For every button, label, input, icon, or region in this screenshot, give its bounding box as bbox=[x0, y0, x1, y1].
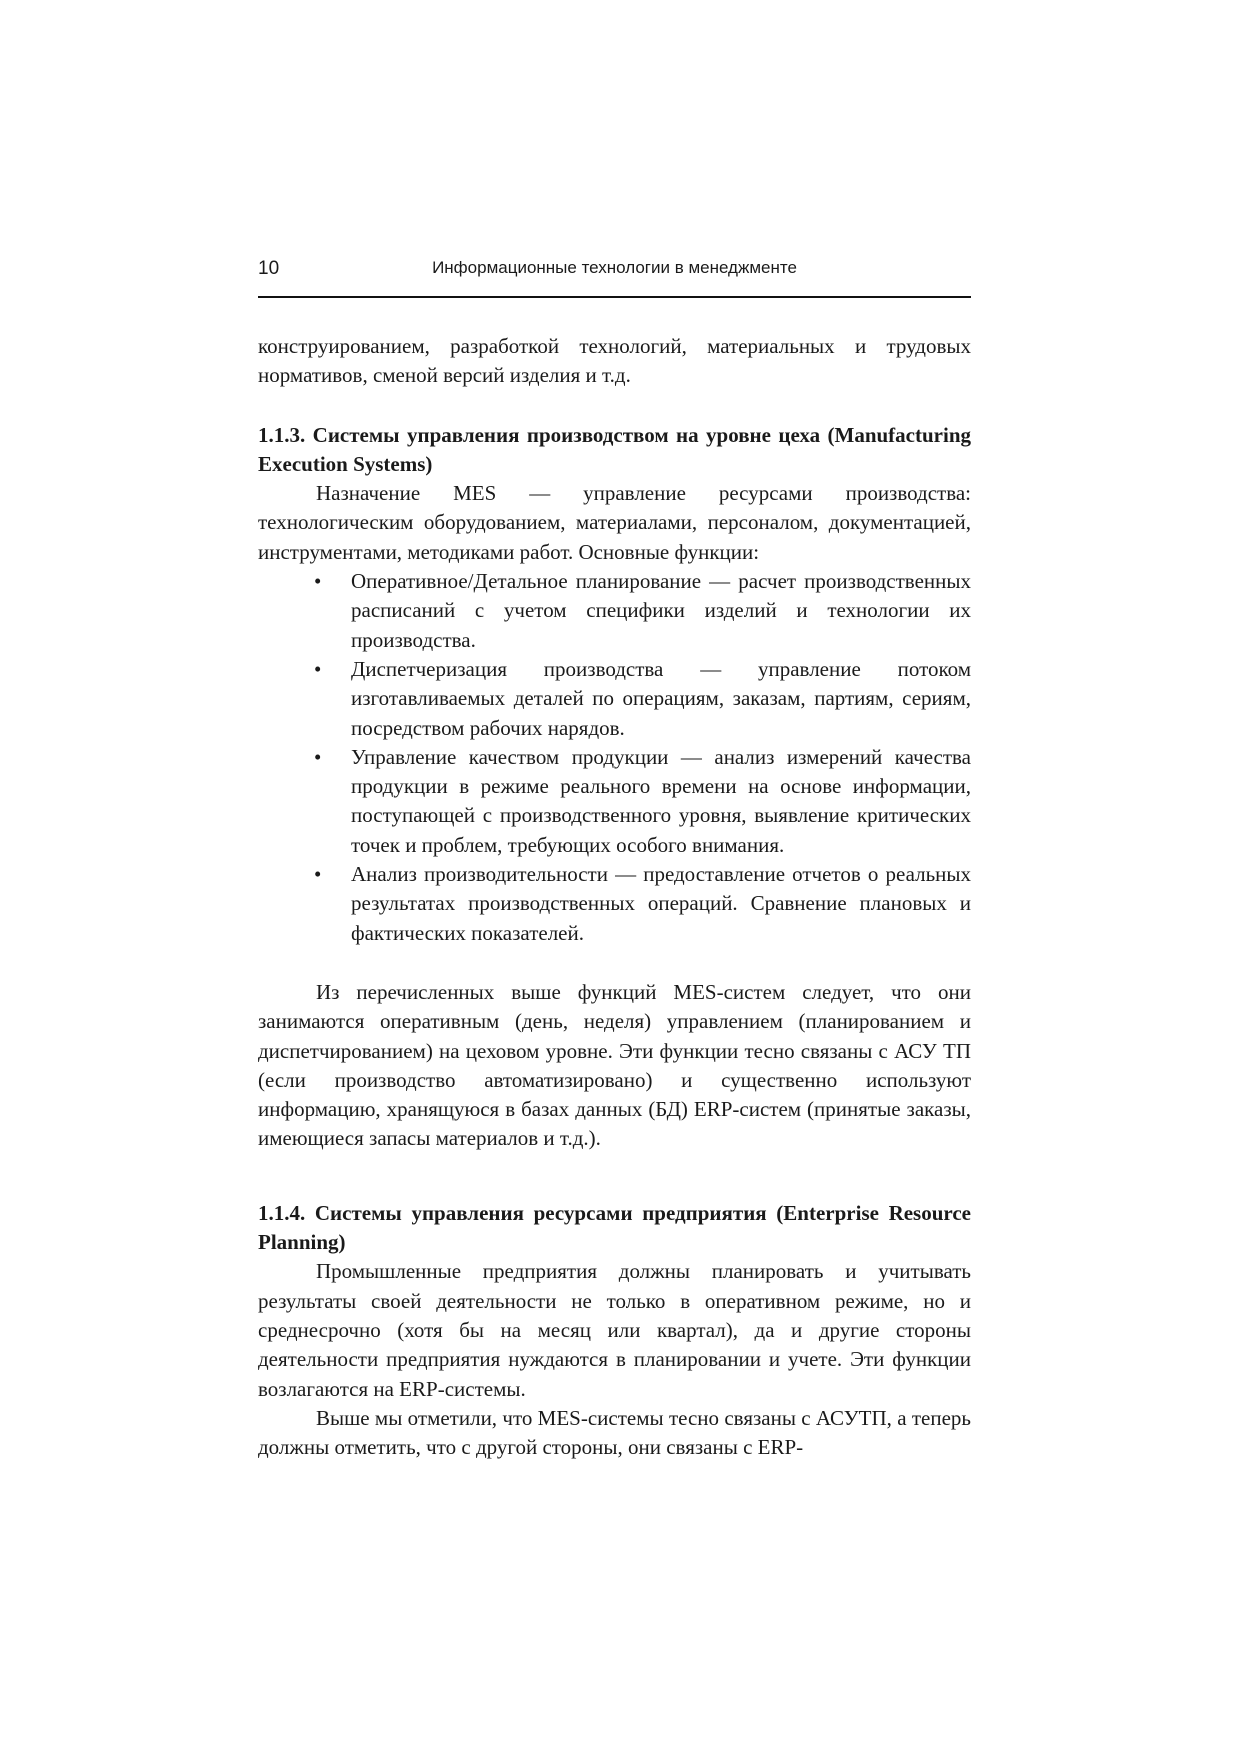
spacer bbox=[258, 391, 971, 421]
list-item-text: Управление качеством продукции — анализ измерений качества продукции в режиме реального времени на основе информации, поступающей с производственного уровня, выявление критических точек и проблем, требующих особого внимания. bbox=[351, 744, 971, 857]
bullet-icon: • bbox=[314, 862, 322, 887]
spacer bbox=[258, 948, 971, 978]
page-header bbox=[258, 256, 971, 298]
running-title: Информационные технологии в менеджменте bbox=[432, 258, 797, 277]
list-item bbox=[314, 655, 971, 743]
section-heading-1-1-4: 1.1.4. Системы управления ресурсами предприятия (Enterprise Resource Planning) bbox=[258, 1200, 971, 1255]
functions-list bbox=[258, 567, 971, 948]
list-item-text: Оперативное/Детальное планирование — расчет производственных расписаний с учетом специфики изделий и технологии их производства. bbox=[351, 569, 971, 652]
intro-paragraph: конструированием, разработкой технологий, материальных и трудовых нормативов, сменой версий изделия и т.д. bbox=[258, 334, 971, 388]
section-heading-1-1-3: 1.1.3. Системы управления производством на уровне цеха (Manufacturing Execution Systems) bbox=[258, 422, 971, 476]
list-item-text: Диспетчеризация производства — управление потоком изготавливаемых деталей по операциям, заказам, партиям, сериям, посредством рабочих нарядов. bbox=[351, 656, 971, 740]
list-item-text: Анализ производительности — предоставление отчетов о реальных результатах производственных операций. Сравнение плановых и фактических показателей. bbox=[351, 862, 971, 945]
section-1-1-4-paragraph-2: Выше мы отметили, что MES-системы тесно связаны с АСУТП, а теперь должны отметить, что с другой стороны, они связаны с ERP- bbox=[258, 1405, 971, 1460]
list-item bbox=[314, 567, 971, 655]
list-item bbox=[314, 860, 971, 948]
bullet-icon: • bbox=[314, 656, 322, 681]
list-item bbox=[314, 743, 971, 860]
spacer bbox=[258, 1154, 971, 1199]
page-number: 10 bbox=[258, 258, 280, 279]
section-1-1-3-paragraph: Назначение MES — управление ресурсами производства: технологическим оборудованием, материалами, персоналом, документацией, инструментами, методиками работ. Основные функции: bbox=[258, 481, 971, 564]
page-body bbox=[258, 332, 971, 1462]
section-1-1-3-conclusion: Из перечисленных выше функций MES-систем следует, что они занимаются оперативным (день, неделя) управлением (планированием и диспетчированием) на цеховом уровне. Эти функции тесно связаны с АСУ ТП (если производство автоматизировано) и существенно используют информацию, хранящуюся в базах данных (БД) ERP-систем (принятые заказы, имеющиеся запасы материалов и т.д.). bbox=[258, 979, 971, 1151]
bullet-icon: • bbox=[314, 569, 322, 594]
section-1-1-4-paragraph-1: Промышленные предприятия должны планировать и учитывать результаты своей деятельности не только в оперативном режиме, но и среднесрочно (хотя бы на месяц или квартал), да и другие стороны деятельности предприятия нуждаются в планировании и учете. Эти функции возлагаются на ERP-системы. bbox=[258, 1259, 971, 1401]
bullet-icon: • bbox=[314, 744, 322, 769]
